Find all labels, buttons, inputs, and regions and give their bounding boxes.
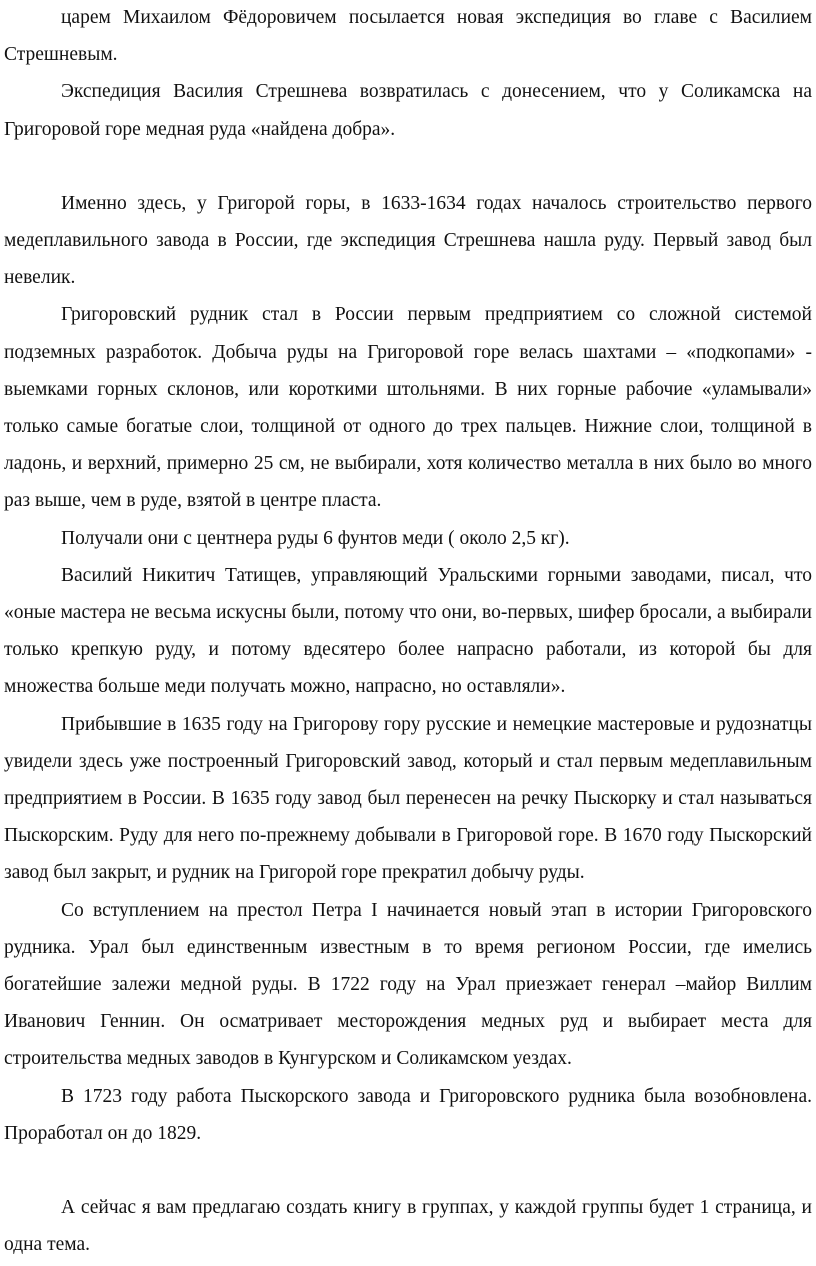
paragraph-8: Со вступлением на престол Петра I начинается новый этап в истории Григоровского рудника. Урал был единственным известным в то время регионом России, где имелись богатейшие залежи медной руды. В 1722 году на Урал приезжает генерал –майор Виллим Иванович Геннин. Он осматривает месторождения медных руд и выбирает места для строительства медных заводов в Кунгурском и Соликамском уездах. xyxy=(4,899,812,1070)
paragraph-spacer xyxy=(4,1152,812,1189)
paragraph-5: Получали они с центнера руды 6 фунтов меди ( около 2,5 кг). xyxy=(61,527,570,549)
paragraph-6: Василий Никитич Татищев, управляющий Уральскими горными заводами, писал, что «оные мастера не весьма искусны были, потому что они, во-первых, шифер бросали, а выбирали только крепкую руду, и потому вдесятеро более напрасно работали, из которой бы для множества больше меди получать можно, напрасно, но оставляли». xyxy=(4,564,812,698)
paragraph-1: царем Михаилом Фёдоровичем посылается новая экспедиция во главе с Василием Стрешневым. xyxy=(4,7,812,66)
paragraph-10: А сейчас я вам предлагаю создать книгу в группах, у каждой группы будет 1 страница, и одна тема. xyxy=(4,1197,812,1256)
paragraph-9: В 1723 году работа Пыскорского завода и Григоровского рудника была возобновлена. Проработал он до 1829. xyxy=(4,1085,812,1144)
paragraph-3: Именно здесь, у Григорой горы, в 1633-1634 годах началось строительство первого медеплавильного завода в России, где экспедиция Стрешнева нашла руду. Первый завод был невелик. xyxy=(4,192,812,289)
paragraph-4: Григоровский рудник стал в России первым предприятием со сложной системой подземных разработок. Добыча руды на Григоровой горе велась шахтами – «подкопами» - выемками горных склонов, или короткими штольнями. В них горные рабочие «уламывали» только самые богатые слои, толщиной от одного до трех пальцев. Нижние слои, толщиной в ладонь, и верхний, примерно 25 см, не выбирали, хотя количество металла в них было во много раз выше, чем в руде, взятой в центре пласта. xyxy=(4,304,812,512)
paragraph-spacer xyxy=(4,148,812,185)
paragraph-7: Прибывшие в 1635 году на Григорову гору русские и немецкие мастеровые и рудознатцы увидели здесь уже построенный Григоровский завод, который и стал первым медеплавильным предприятием в России. В 1635 году завод был перенесен на речку Пыскорку и стал называться Пыскорским. Руду для него по-прежнему добывали в Григоровой горе. В 1670 году Пыскорский завод был закрыт, и рудник на Григорой горе прекратил добычу руды. xyxy=(4,713,812,884)
paragraph-2: Экспедиция Василия Стрешнева возвратилась с донесением, что у Соликамска на Григоровой горе медная руда «найдена добра». xyxy=(4,81,812,140)
